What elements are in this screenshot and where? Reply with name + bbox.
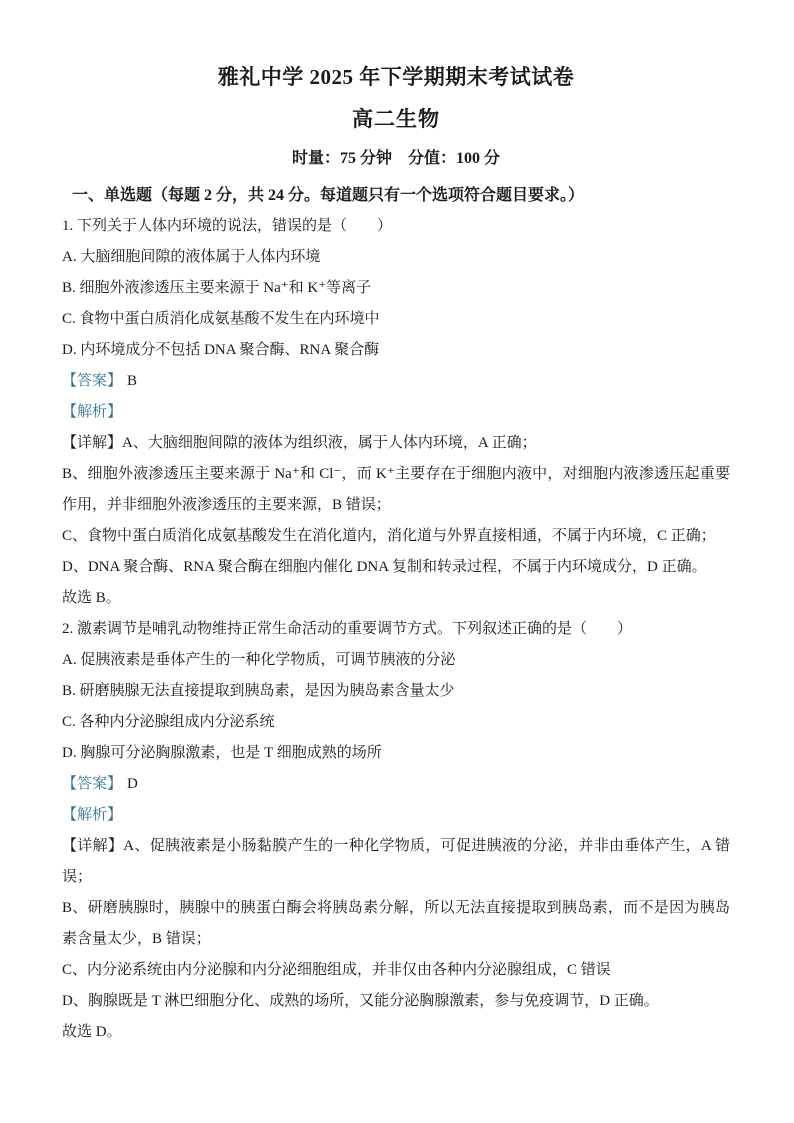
option-B: B. 细胞外液渗透压主要来源于 Na⁺和 K⁺等离子 <box>62 279 372 296</box>
detail-line: 【详解】A、大脑细胞间隙的液体为组织液，属于人体内环境，A 正确； <box>62 434 537 451</box>
detail-line: C、内分泌系统由内分泌腺和内分泌细胞组成，并非仅由各种内分泌腺组成，C 错误 <box>62 961 611 978</box>
detail-line: D、DNA 聚合酶、RNA 聚合酶在细胞内催化 DNA 复制和转录过程，不属于内环境成分，D 正确。 <box>62 558 707 575</box>
exam-subtitle: 高二生物 <box>352 107 440 132</box>
answer-label: 【答案】 <box>62 775 123 792</box>
analysis-label: 【解析】 <box>62 403 123 420</box>
answer-label: 【答案】 <box>62 372 123 389</box>
detail-line: 【详解】A、促胰液素是小肠黏膜产生的一种化学物质，可促进胰液的分泌，并非由垂体产生，A 错误； <box>62 837 730 885</box>
conclusion-line: 故选 B。 <box>62 589 121 606</box>
answer-line <box>62 769 730 800</box>
option-D: D. 胸腺可分泌胸腺激素，也是 T 细胞成熟的场所 <box>62 744 382 761</box>
exam-body <box>62 211 730 1048</box>
analysis-label: 【解析】 <box>62 806 123 823</box>
option-A: A. 大脑细胞间隙的液体属于人体内环境 <box>62 248 321 265</box>
option-A: A. 促胰液素是垂体产生的一种化学物质，可调节胰液的分泌 <box>62 651 456 668</box>
detail-line: B、细胞外液渗透压主要来源于 Na⁺和 Cl⁻，而 K⁺主要存在于细胞内液中，对细胞内液渗透压起重要作用，并非细胞外液渗透压的主要来源，B 错误； <box>62 465 730 513</box>
detail-line: D、胸腺既是 T 淋巴细胞分化、成熟的场所，又能分泌胸腺激素，参与免疫调节，D 正确。 <box>62 992 659 1009</box>
detail-line: B、研磨胰腺时，胰腺中的胰蛋白酶会将胰岛素分解，所以无法直接提取到胰岛素，而不是因为胰岛素含量太少，B 错误； <box>62 899 730 947</box>
option-B: B. 研磨胰腺无法直接提取到胰岛素，是因为胰岛素含量太少 <box>62 682 455 699</box>
analysis-line <box>62 397 730 428</box>
conclusion-line: 故选 D。 <box>62 1023 122 1040</box>
answer-value: B <box>127 372 138 389</box>
answer-value: D <box>127 775 138 792</box>
analysis-line <box>62 800 730 831</box>
option-C: C. 食物中蛋白质消化成氨基酸不发生在内环境中 <box>62 310 380 327</box>
section-heading: 一、单选题（每题 2 分，共 24 分。每道题只有一个选项符合题目要求。） <box>72 186 585 204</box>
question-stem: 2. 激素调节是哺乳动物维持正常生命活动的重要调节方式。下列叙述正确的是（ ） <box>62 620 633 637</box>
answer-line <box>62 366 730 397</box>
question-block-2 <box>62 614 730 1048</box>
exam-meta: 时量：75 分钟 分值：100 分 <box>291 150 500 168</box>
question-stem: 1. 下列关于人体内环境的说法，错误的是（ ） <box>62 217 393 234</box>
detail-line: C、食物中蛋白质消化成氨基酸发生在消化道内，消化道与外界直接相通，不属于内环境，C 正确； <box>62 527 716 544</box>
question-block-1 <box>62 211 730 614</box>
option-C: C. 各种内分泌腺组成内分泌系统 <box>62 713 275 730</box>
option-D: D. 内环境成分不包括 DNA 聚合酶、RNA 聚合酶 <box>62 341 380 358</box>
exam-title: 雅礼中学 2025 年下学期期末考试试卷 <box>217 65 575 89</box>
